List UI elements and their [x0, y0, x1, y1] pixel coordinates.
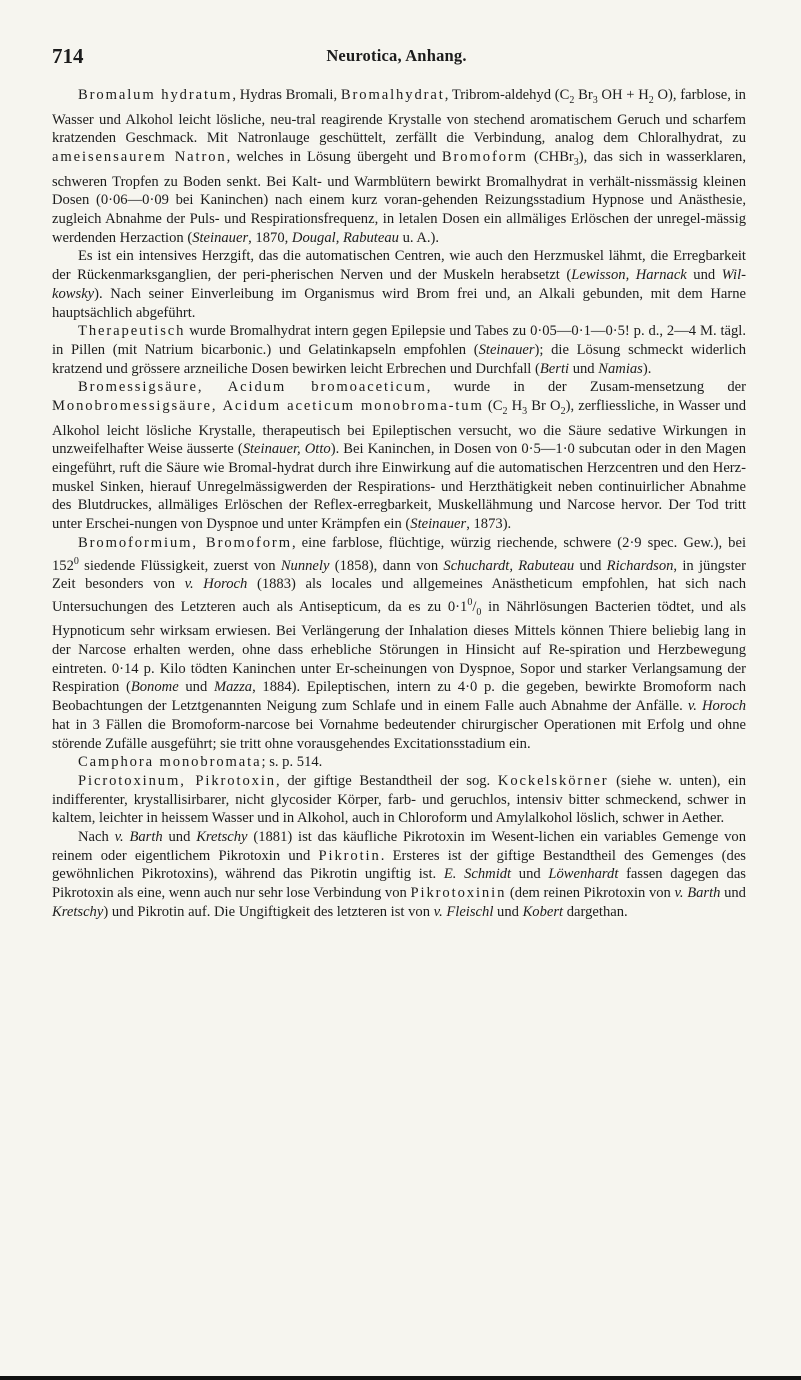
- author-name: Kretschy: [52, 903, 104, 920]
- text-run: dargethan.: [563, 903, 628, 920]
- paragraph: [52, 247, 746, 322]
- text-run: 3: [522, 405, 528, 417]
- text-run: , der giftige Bestandtheil der sog.: [276, 772, 498, 789]
- text-run: Br: [574, 87, 593, 103]
- spaced-term: Bromoform: [441, 149, 528, 166]
- author-name: v. Barth: [114, 829, 163, 846]
- text-run: und: [178, 679, 214, 696]
- text-run: ). Nach seiner Einverleibung im Organismus wird Brom frei und, an Alkali gebunden, mit dem Harne hauptsächlich abgeführt.: [52, 285, 746, 321]
- author-name: Kretschy: [196, 829, 248, 846]
- text-run: Br O: [527, 398, 561, 415]
- author-name: Nunnely: [280, 557, 330, 574]
- text-run: /: [472, 598, 477, 615]
- spaced-term: ameisensaurem Natron: [52, 149, 227, 166]
- spaced-term: Pikrotin: [318, 847, 381, 864]
- author-name: Löwenhardt: [548, 866, 619, 883]
- text-run: wurde Bromalhydrat intern gegen Epilepsie und Tabes zu 0·05—0·1—0·5! p. d., 2—4 M. tägl. in Pillen (mit Natrium bicarbonic.) und Gelatinkapseln empfohlen (: [52, 323, 746, 358]
- text-run: 0: [73, 555, 79, 567]
- text-run: ).: [642, 360, 652, 377]
- spaced-term: Kockelskörner: [497, 772, 609, 789]
- paragraph: [52, 86, 746, 247]
- text-run: und: [569, 360, 599, 377]
- running-title: Neurotica, Anhang.: [326, 46, 467, 65]
- text-run: (1881) ist das käufliche Pikrotoxin im Wesent-lichen ein variables Gemenge von reinem oder eigentlichem Pikrotoxin und: [52, 829, 746, 864]
- text-run: in Nährlösungen Bacterien tödtet, und als Hypnoticum sehr wirksam erwiesen. Bei Verlängerung der Inhalation dieses Mittels können Thiere beliebig lang in der Narcose erhalten werden, ohne dass erhebliche Störungen in Hinsicht auf Re-spiration und Herzbewegung eintreten. 0·14 p. Kilo tödten Kaninchen unter Er-scheinungen von Dyspnoe, Sopor und starker Verlangsamung der Respiration (: [52, 598, 746, 696]
- paragraph: [52, 322, 746, 378]
- author-name: Bonome: [130, 679, 179, 696]
- text-run: , 1873).: [466, 516, 512, 533]
- text-run: und: [720, 885, 746, 902]
- spaced-term: Monobromessigsäure, Acidum aceticum monobroma-tum: [52, 398, 484, 415]
- paragraph: [52, 534, 746, 753]
- author-name: Steinauer, Otto: [242, 441, 331, 458]
- text-run: (dem reinen Pikrotoxin von: [506, 885, 675, 902]
- author-name: Lewisson, Harnack: [571, 267, 687, 284]
- text-run: siedende Flüssigkeit, zuerst von: [78, 557, 281, 574]
- author-name: Wil-kowsky: [52, 267, 746, 302]
- text-run: , in jüngster Zeit besonders von: [52, 557, 747, 593]
- author-name: Steinauer: [478, 341, 535, 358]
- text-run: , Hydras Bromali,: [232, 87, 341, 103]
- text-run: und: [574, 557, 607, 574]
- author-name: v. Fleischl: [433, 903, 494, 920]
- text-run: ). Bei Kaninchen, in Dosen von 0·5—1·0 subcutan oder in den Magen eingeführt, ruft die Säure wie Bromal-hydrat durch ihre Einwirkung auf die automatischen Herzcentren und den Herz-muskel Sinken, hierauf Unregelmässigwerden der Respirations- und Herzthätigkeit neben continuirlicher Abnahme des Blutdruckes, allmäliges Erlöschen der Reflex-erregbarkeit, Muskellähmung und Narcose hervor. Der Tod tritt unter Erschei-nungen von Dyspnoe und unter Krämpfen ein (: [52, 441, 747, 533]
- text-run: 2: [569, 94, 575, 106]
- author-name: Dougal, Rabuteau: [291, 229, 399, 246]
- author-name: v. Horoch: [687, 698, 746, 715]
- spaced-term: Bromessigsäure, Acidum bromoaceticum: [78, 379, 427, 396]
- page-number: 714: [52, 44, 84, 68]
- author-name: Kobert: [522, 903, 564, 920]
- paragraph: [52, 772, 746, 828]
- text-run: 2: [502, 405, 508, 417]
- spaced-term: Bromalum hydratum: [78, 87, 233, 103]
- spaced-term: Picrotoxinum, Pikrotoxin: [78, 772, 276, 789]
- text-run: und: [511, 866, 549, 883]
- author-name: Mazza: [213, 679, 253, 696]
- text-run: und: [162, 829, 197, 846]
- text-run: 0: [476, 606, 482, 618]
- text-run: 3: [573, 156, 579, 168]
- text-run: , wurde in der Zusam-mensetzung der: [426, 379, 747, 396]
- text-run: . Ersteres ist der giftige Bestandtheil des Gemenges (des gewöhnlichen Pikrotoxins), während das Pikrotin ungiftig ist.: [52, 847, 746, 883]
- text-run: hat in 3 Fällen die Bromoform-narcose bei Vornahme bedeutender chirurgischer Operationen mit Erfolg und ohne störende Zufälle ausgeführt; sie tritt ohne vorausgehendes Excitationsstadium ein.: [52, 716, 746, 752]
- text-run: 2: [560, 405, 566, 417]
- text-run: , 1870,: [248, 229, 292, 246]
- text-run: 2: [648, 94, 654, 106]
- text-run: (C: [483, 398, 503, 415]
- body-text: [52, 86, 746, 922]
- author-name: v. Barth: [674, 885, 721, 902]
- author-name: v. Horoch: [184, 576, 248, 593]
- text-run: (1858), dann von: [329, 557, 444, 574]
- text-run: und: [493, 903, 523, 920]
- author-name: Schuchardt, Rabuteau: [443, 557, 575, 574]
- text-run: , eine farblose, flüchtige, würzig riechende, schwere (2·9 spec. Gew.), bei 152: [52, 534, 747, 574]
- text-run: , 1884). Epileptischen, intern zu 4·0 p. die gegeben, bewirkte Bromoform nach Beobachtungen der Letztgenannten Neigung zum Schlafe und in einem Falle auch Abnahme der Anfälle.: [52, 679, 746, 715]
- text-run: fassen dagegen das Pikrotoxin als eine, wenn auch nur sehr lose Verbindung von: [52, 866, 746, 902]
- text-run: u. A.).: [398, 229, 440, 246]
- text-run: O), farblose, in Wasser und Alkohol leicht lösliche, neu-tral reagirende Krystalle von stechend aromatischem Geruch und scharfem kratzenden Geschmack. Mit Natronlauge geschüttelt, zerfällt die Verbindung, analog dem Chloralhydrat, zu: [52, 87, 746, 147]
- text-run: Nach: [78, 829, 115, 846]
- text-run: ), das sich in wasserklaren, schweren Tropfen zu Boden senkt. Bei Kalt- und Warmblütern bewirkt Bromalhydrat in verhält-nissmässig kleinen Dosen (0·06—0·09 bei Kaninchen) nach einem kurz voran-gehenden Reizungsstadium Hypnose und Anästhesie, zugleich Abnahme der Puls- und Respirationsfrequenz, in letalen Dosen ein allmäliges Erlöschen der unregel-mässig werdenden Herzaction (: [52, 149, 746, 246]
- text-run: OH + H: [597, 87, 649, 103]
- spaced-term: Camphora monobromata: [78, 754, 262, 771]
- author-name: Steinauer: [192, 229, 249, 246]
- author-name: Namias: [598, 360, 643, 377]
- text-run: (siehe w. unten), ein indifferenter, krystallisirbarer, nicht glycosider Körper, farb- und geruchlos, intensiv bitter schmeckend, schwer in kaltem, leichter in heissem Wasser und in Alkohol, auch in Chloroform und Amylalkohol löslich, schwer in Aether.: [52, 772, 746, 827]
- author-name: Berti: [539, 360, 570, 377]
- spaced-term: Bromoformium, Bromoform: [78, 534, 292, 551]
- text-run: H: [507, 398, 523, 415]
- text-run: ; s. p. 514.: [261, 754, 323, 771]
- text-run: ); die Lösung schmeckt widerlich kratzend und grössere arzneiliche Dosen bewirken leicht Erbrechen und Durchfall (: [52, 341, 746, 377]
- text-run: (1883) als locales und allgemeines Anästheticum empfohlen, hat sich nach Untersuchungen des Letzteren auch als Antisepticum, da es zu 0·1: [52, 576, 746, 615]
- page-header: [52, 44, 741, 70]
- bottom-border: [0, 1376, 801, 1380]
- text-run: , Tribrom-aldehyd (C: [444, 87, 570, 103]
- text-run: (CHBr: [527, 149, 574, 166]
- spaced-term: Pikrotoxinin: [410, 885, 507, 902]
- author-name: Richardson: [606, 557, 674, 574]
- text-run: ), zerfliessliche, in Wasser und Alkohol leicht lösliche Krystalle, therapeutisch bei Epileptischen versucht, wo die Säure sedative Wirkungen in unzweifelhafter Weise äusserte (: [52, 398, 746, 458]
- text-run: , welches in Lösung übergeht und: [226, 149, 442, 166]
- paragraph: [52, 828, 746, 922]
- spaced-term: Therapeutisch: [78, 323, 186, 340]
- paragraph: [52, 753, 746, 772]
- text-run: und: [686, 267, 722, 284]
- text-run: 0: [467, 596, 473, 608]
- paragraph: [52, 378, 746, 534]
- author-name: E. Schmidt: [443, 866, 512, 883]
- spaced-term: Bromalhydrat: [340, 87, 445, 103]
- text-run: Es ist ein intensives Herzgift, das die automatischen Centren, wie auch den Herzmuskel lähmt, die Erregbarkeit der Rückenmarksganglien, der peri-pherischen Nerven und der Muskeln herabsetzt (: [52, 248, 746, 284]
- author-name: Steinauer: [410, 516, 467, 533]
- text-run: ) und Pikrotin auf. Die Ungiftigkeit des letzteren ist von: [103, 903, 434, 920]
- text-run: 3: [592, 94, 598, 106]
